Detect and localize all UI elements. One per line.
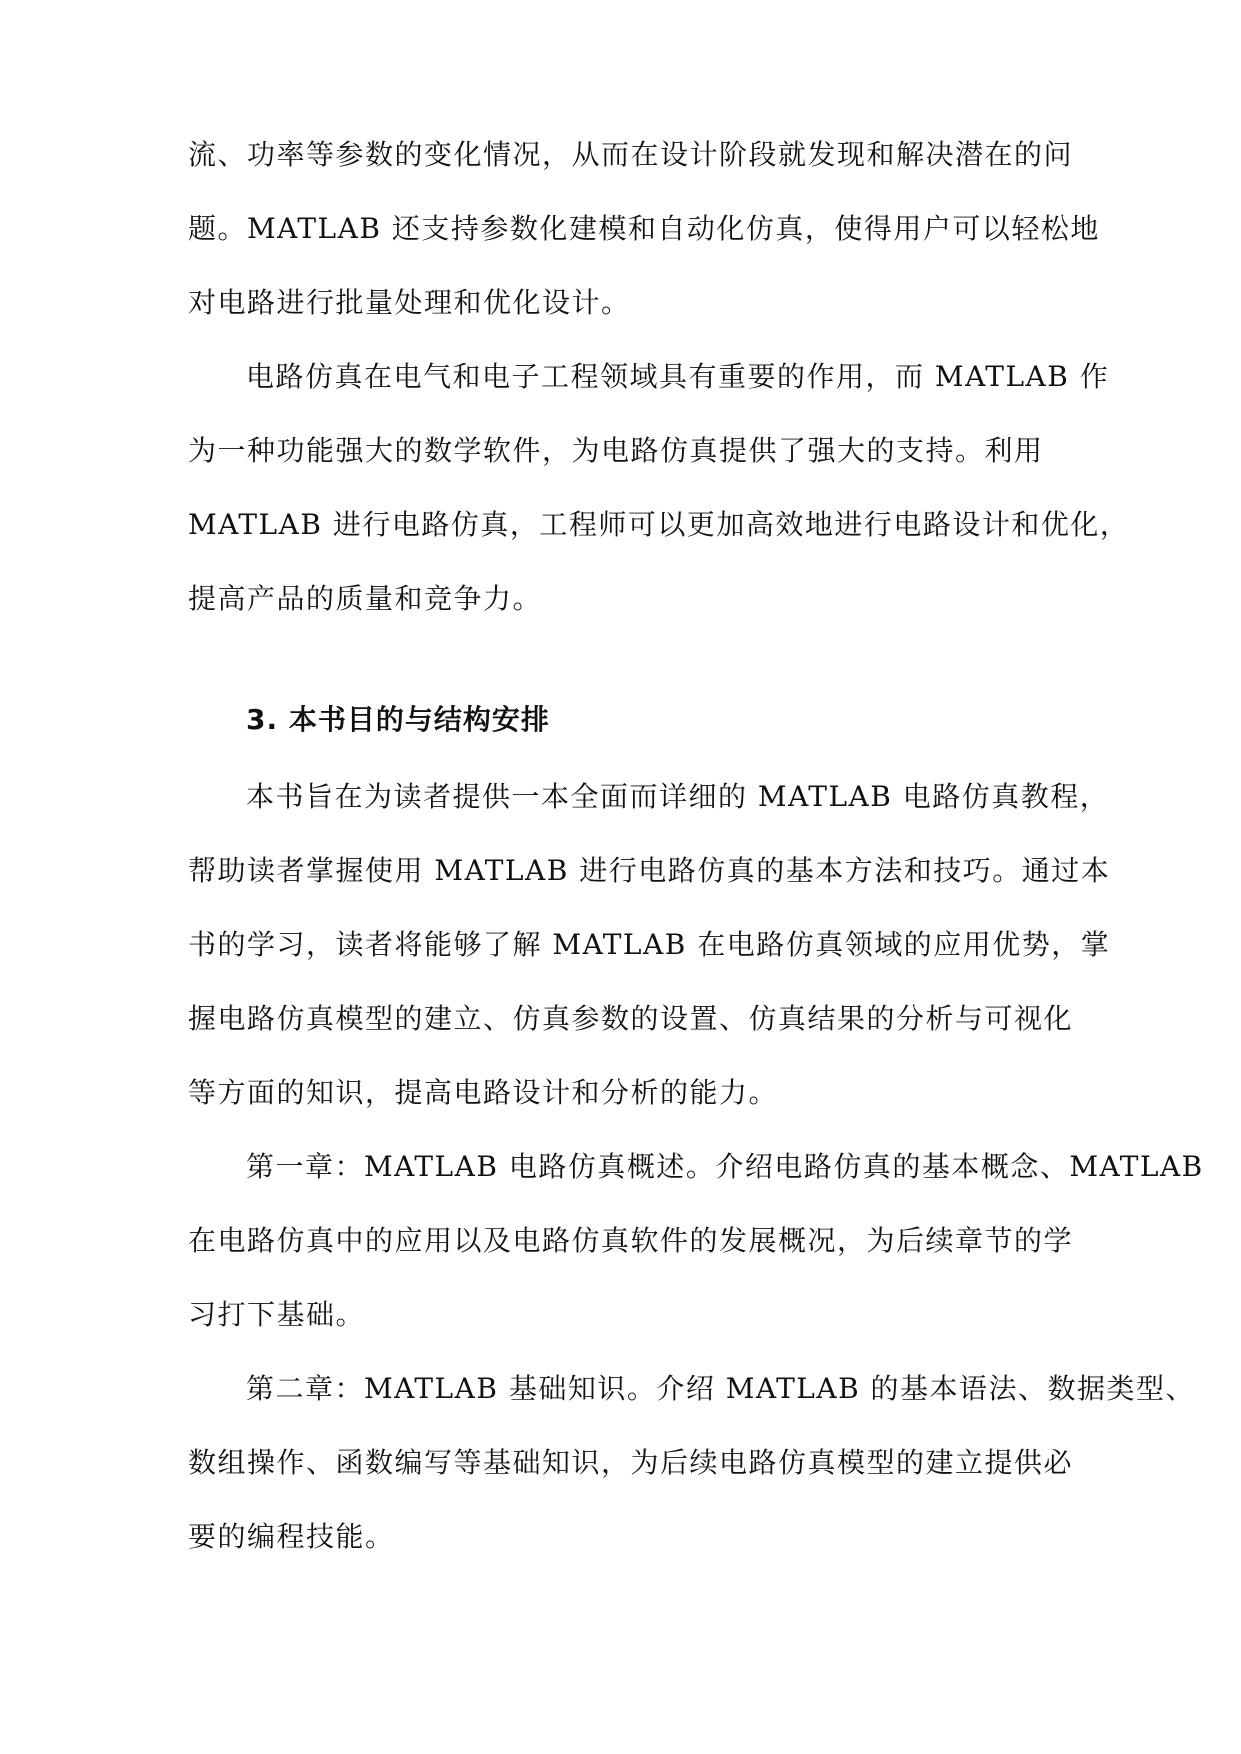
paragraph-line: 数组操作、函数编写等基础知识，为后续电路仿真模型的建立提供必 (188, 1446, 1074, 1479)
paragraph-line: 第二章：MATLAB 基础知识。介绍 MATLAB 的基本语法、数据类型、 (246, 1372, 1196, 1405)
paragraph-line: 在电路仿真中的应用以及电路仿真软件的发展概况，为后续章节的学 (188, 1224, 1074, 1257)
paragraph-line: 要的编程技能。 (188, 1520, 395, 1553)
paragraph-line: 帮助读者掌握使用 MATLAB 进行电路仿真的基本方法和技巧。通过本 (188, 854, 1111, 887)
paragraph-line: 对电路进行批量处理和优化设计。 (188, 286, 631, 319)
paragraph-line: 握电路仿真模型的建立、仿真参数的设置、仿真结果的分析与可视化 (188, 1002, 1074, 1035)
paragraph-line: 电路仿真在电气和电子工程领域具有重要的作用，而 MATLAB 作 (246, 360, 1110, 393)
paragraph-line: 本书旨在为读者提供一本全面而详细的 MATLAB 电路仿真教程， (246, 780, 1110, 813)
paragraph-line: 第一章：MATLAB 电路仿真概述。介绍电路仿真的基本概念、MATLAB (246, 1150, 1204, 1183)
paragraph-line: 等方面的知识，提高电路设计和分析的能力。 (188, 1076, 779, 1109)
paragraph-line: 习打下基础。 (188, 1298, 366, 1331)
paragraph-line: 提高产品的质量和竞争力。 (188, 582, 543, 615)
paragraph-line: 书的学习，读者将能够了解 MATLAB 在电路仿真领域的应用优势，掌 (188, 928, 1111, 961)
paragraph-line: 流、功率等参数的变化情况，从而在设计阶段就发现和解决潜在的问 (188, 138, 1074, 171)
paragraph-line: MATLAB 进行电路仿真，工程师可以更加高效地进行电路设计和优化， (188, 508, 1130, 541)
paragraph-line: 题。MATLAB 还支持参数化建模和自动化仿真，使得用户可以轻松地 (188, 212, 1100, 245)
section-heading: 3. 本书目的与结构安排 (246, 703, 550, 736)
paragraph-line: 为一种功能强大的数学软件，为电路仿真提供了强大的支持。利用 (188, 434, 1044, 467)
